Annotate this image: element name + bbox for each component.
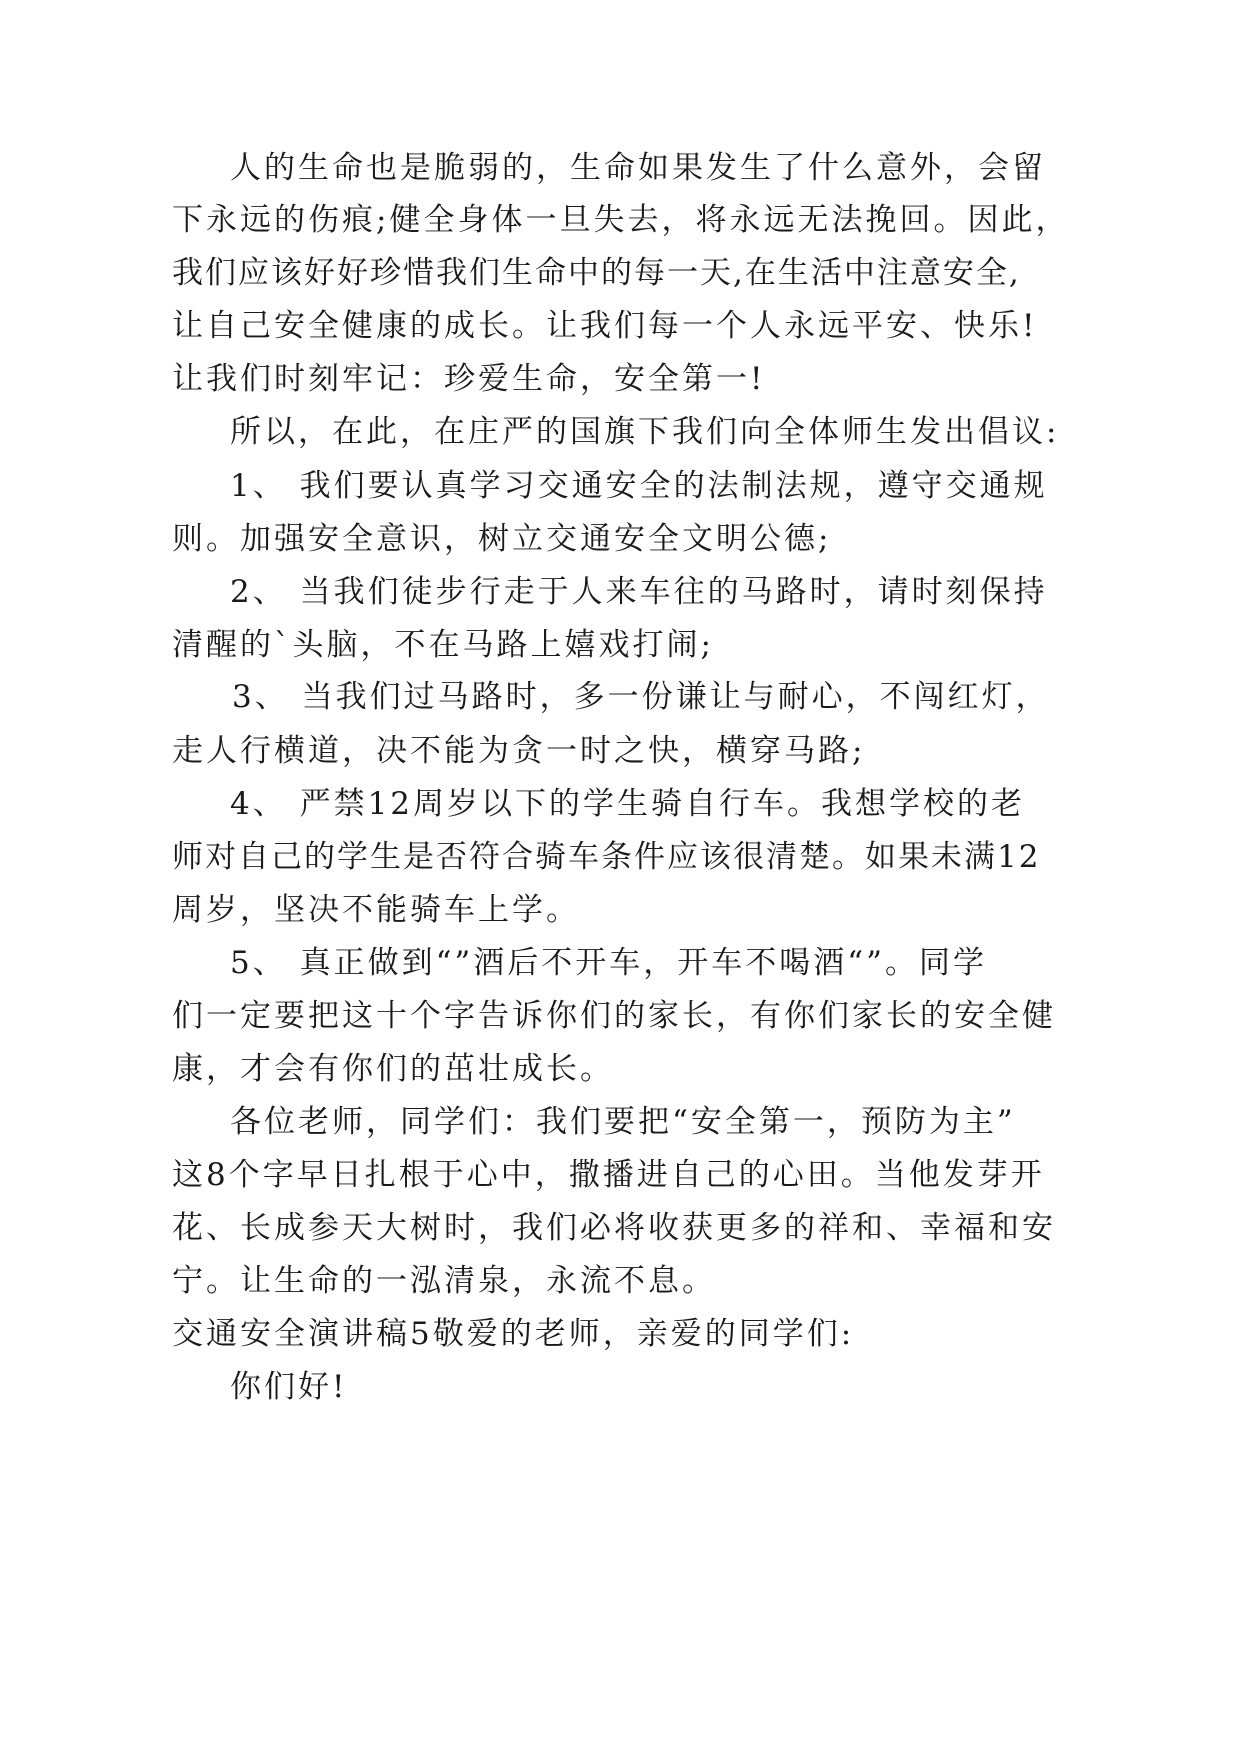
text-line-12: 走人行横道，决不能为贪一时之快，横穿马路; bbox=[172, 733, 866, 769]
text-line-16: 5、 真正做到“”酒后不开车，开车不喝酒“”。同学 bbox=[230, 945, 987, 981]
text-line-18: 康，才会有你们的茁壮成长。 bbox=[172, 1051, 614, 1087]
text-line-8: 则。加强安全意识，树立交通安全文明公德; bbox=[172, 521, 832, 557]
text-line-23: 交通安全演讲稿5敬爱的老师，亲爱的同学们: bbox=[172, 1316, 855, 1352]
text-line-2: 下永远的伤痕;健全身体一旦失去，将永远无法挽回。因此， bbox=[172, 202, 1070, 238]
text-line-6: 所以，在此，在庄严的国旗下我们向全体师生发出倡议: bbox=[230, 414, 1060, 450]
text-line-7: 1、 我们要认真学习交通安全的法制法规，遵守交通规 bbox=[230, 468, 1048, 504]
text-line-5: 让我们时刻牢记：珍爱生命，安全第一! bbox=[172, 361, 766, 397]
text-line-4: 让自己安全健康的成长。让我们每一个人永远平安、快乐! bbox=[172, 308, 1038, 344]
text-line-11: 3、 当我们过马路时，多一份谦让与耐心，不闯红灯， bbox=[232, 679, 1050, 715]
text-line-24: 你们好! bbox=[230, 1369, 348, 1405]
text-line-10: 清醒的`头脑，不在马路上嬉戏打闹; bbox=[172, 627, 714, 663]
text-line-20: 这8个字早日扎根于心中，撒播进自己的心田。当他发芽开 bbox=[172, 1157, 1045, 1193]
text-line-21: 花、长成参天大树时，我们必将收获更多的祥和、幸福和安 bbox=[172, 1210, 1056, 1246]
text-line-19: 各位老师，同学们：我们要把“安全第一，预防为主” bbox=[230, 1104, 1016, 1140]
text-line-14: 师对自己的学生是否符合骑车条件应该很清楚。如果未满12 bbox=[172, 839, 1041, 875]
text-line-9: 2、 当我们徒步行走于人来车往的马路时，请时刻保持 bbox=[230, 574, 1048, 610]
text-line-22: 宁。让生命的一泓清泉，永流不息。 bbox=[172, 1263, 716, 1299]
text-line-17: 们一定要把这十个字告诉你们的家长，有你们家长的安全健 bbox=[172, 998, 1056, 1034]
text-line-13: 4、 严禁12周岁以下的学生骑自行车。我想学校的老 bbox=[230, 786, 1026, 822]
text-line-1: 人的生命也是脆弱的，生命如果发生了什么意外，会留 bbox=[230, 150, 1046, 186]
text-line-3: 我们应该好好珍惜我们生命中的每一天,在生活中注意安全, bbox=[172, 255, 1021, 291]
text-line-15: 周岁，坚决不能骑车上学。 bbox=[172, 892, 580, 928]
